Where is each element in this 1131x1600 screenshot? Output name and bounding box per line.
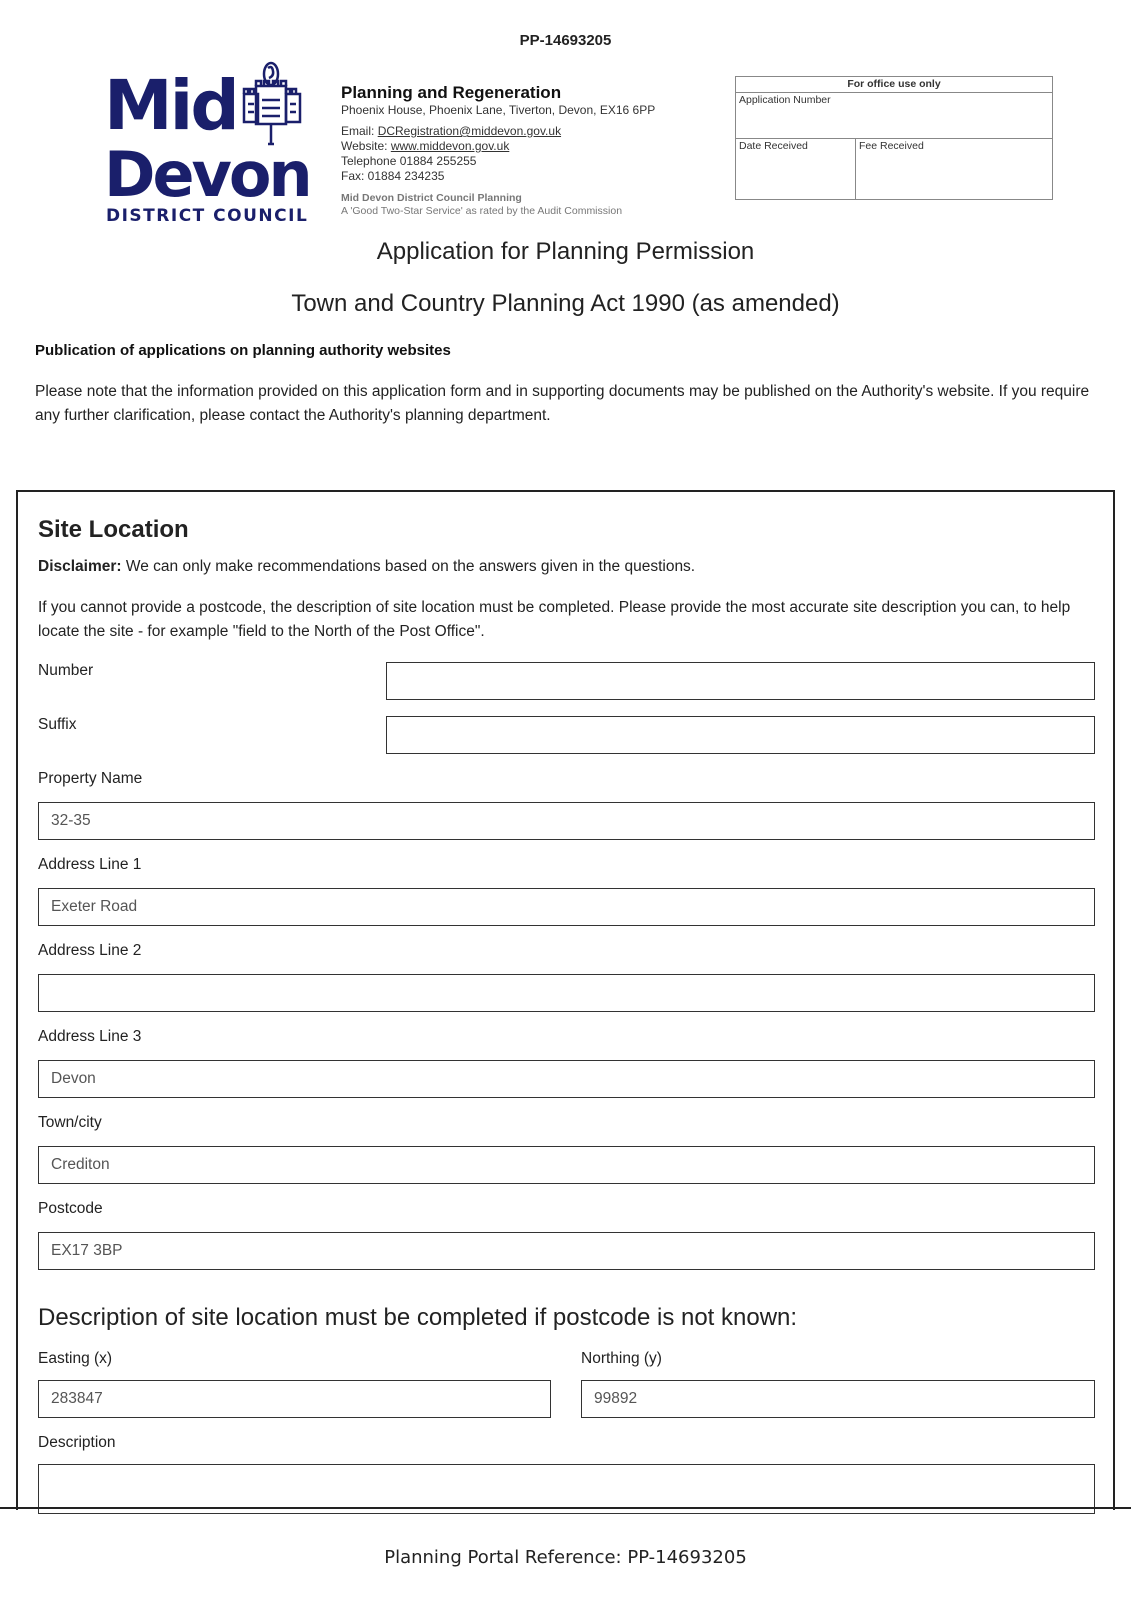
address-line-3-input[interactable] [38,1060,1095,1098]
address-line-2-label: Address Line 2 [38,942,142,959]
footer-reference: Planning Portal Reference: PP-14693205 [384,1547,747,1568]
logo-text-devon: Devon [104,138,310,211]
fax: Fax: 01884 234235 [341,169,445,183]
page-subtitle: Town and Country Planning Act 1990 (as amended) [291,290,840,317]
property-name-label: Property Name [38,770,143,787]
section-title: Site Location [38,516,189,543]
easting-input[interactable] [38,1380,551,1418]
website-label: Website: [341,139,391,153]
council-logo [104,60,319,230]
application-number-cell: Application Number [736,93,1052,139]
number-label: Number [38,662,94,679]
site-location-panel [16,490,1115,1510]
email-link[interactable]: DCRegistration@middevon.gov.uk [377,124,562,138]
page-divider [0,1507,1131,1509]
number-input[interactable] [386,662,1095,700]
logo-text-district-council: DISTRICT COUNCIL [106,206,309,226]
disclaimer-text: We can only make recommendations based on the answers given in the questions. [121,558,696,575]
page-title: Application for Planning Permission [376,238,755,265]
department-name: Planning and Regeneration [341,83,562,102]
office-use-box [735,76,1053,200]
publication-heading: Publication of applications on planning authority websites [35,342,451,359]
address-line-3-label: Address Line 3 [38,1028,142,1045]
publication-text: Please note that the information provided on this application form and in supporting documents may be published on the Authority's website. If you require any further clarification, please contact the Authority's planning department. [35,383,1090,424]
town-city-input[interactable] [38,1146,1095,1184]
property-name-input[interactable] [38,802,1095,840]
telephone: Telephone 01884 255255 [341,154,477,168]
suffix-label: Suffix [38,716,77,733]
contact-block [341,83,691,218]
address-line-1-input[interactable] [38,888,1095,926]
website-link[interactable]: www.middevon.gov.uk [390,139,510,153]
postcode-label: Postcode [38,1200,103,1217]
website-line [341,139,691,154]
office-row [736,139,1052,200]
address-line-1-label: Address Line 1 [38,856,142,873]
disclaimer-label: Disclaimer: [38,558,122,575]
office-use-heading: For office use only [736,77,1052,93]
disclaimer [38,558,695,576]
town-city-label: Town/city [38,1114,102,1131]
tagline-line-2: A 'Good Two-Star Service' as rated by the Audit Commission [341,205,623,217]
crest-icon [242,60,304,150]
email-label: Email: [341,124,378,138]
logo-text-mid: Mid [104,66,237,146]
northing-input[interactable] [581,1380,1095,1418]
postcode-note: If you cannot provide a postcode, the description of site location must be completed. Please provide the most accurate site description you can, to help locate the site - for example "field to the North of the Post Office". [38,599,1071,640]
date-received-cell: Date Received [736,139,856,200]
address: Phoenix House, Phoenix Lane, Tiverton, Devon, EX16 6PP [341,103,656,117]
reference-number: PP-14693205 [519,32,612,49]
description-heading: Description of site location must be completed if postcode is not known: [38,1304,798,1331]
tagline-line-1: Mid Devon District Council Planning [341,192,522,204]
postcode-input[interactable] [38,1232,1095,1270]
email-line [341,124,691,139]
easting-label: Easting (x) [38,1350,113,1367]
description-label: Description [38,1434,116,1451]
northing-label: Northing (y) [581,1350,662,1367]
suffix-input[interactable] [386,716,1095,754]
tagline [341,192,691,218]
fee-received-cell: Fee Received [859,140,924,152]
address-line-2-input[interactable] [38,974,1095,1012]
